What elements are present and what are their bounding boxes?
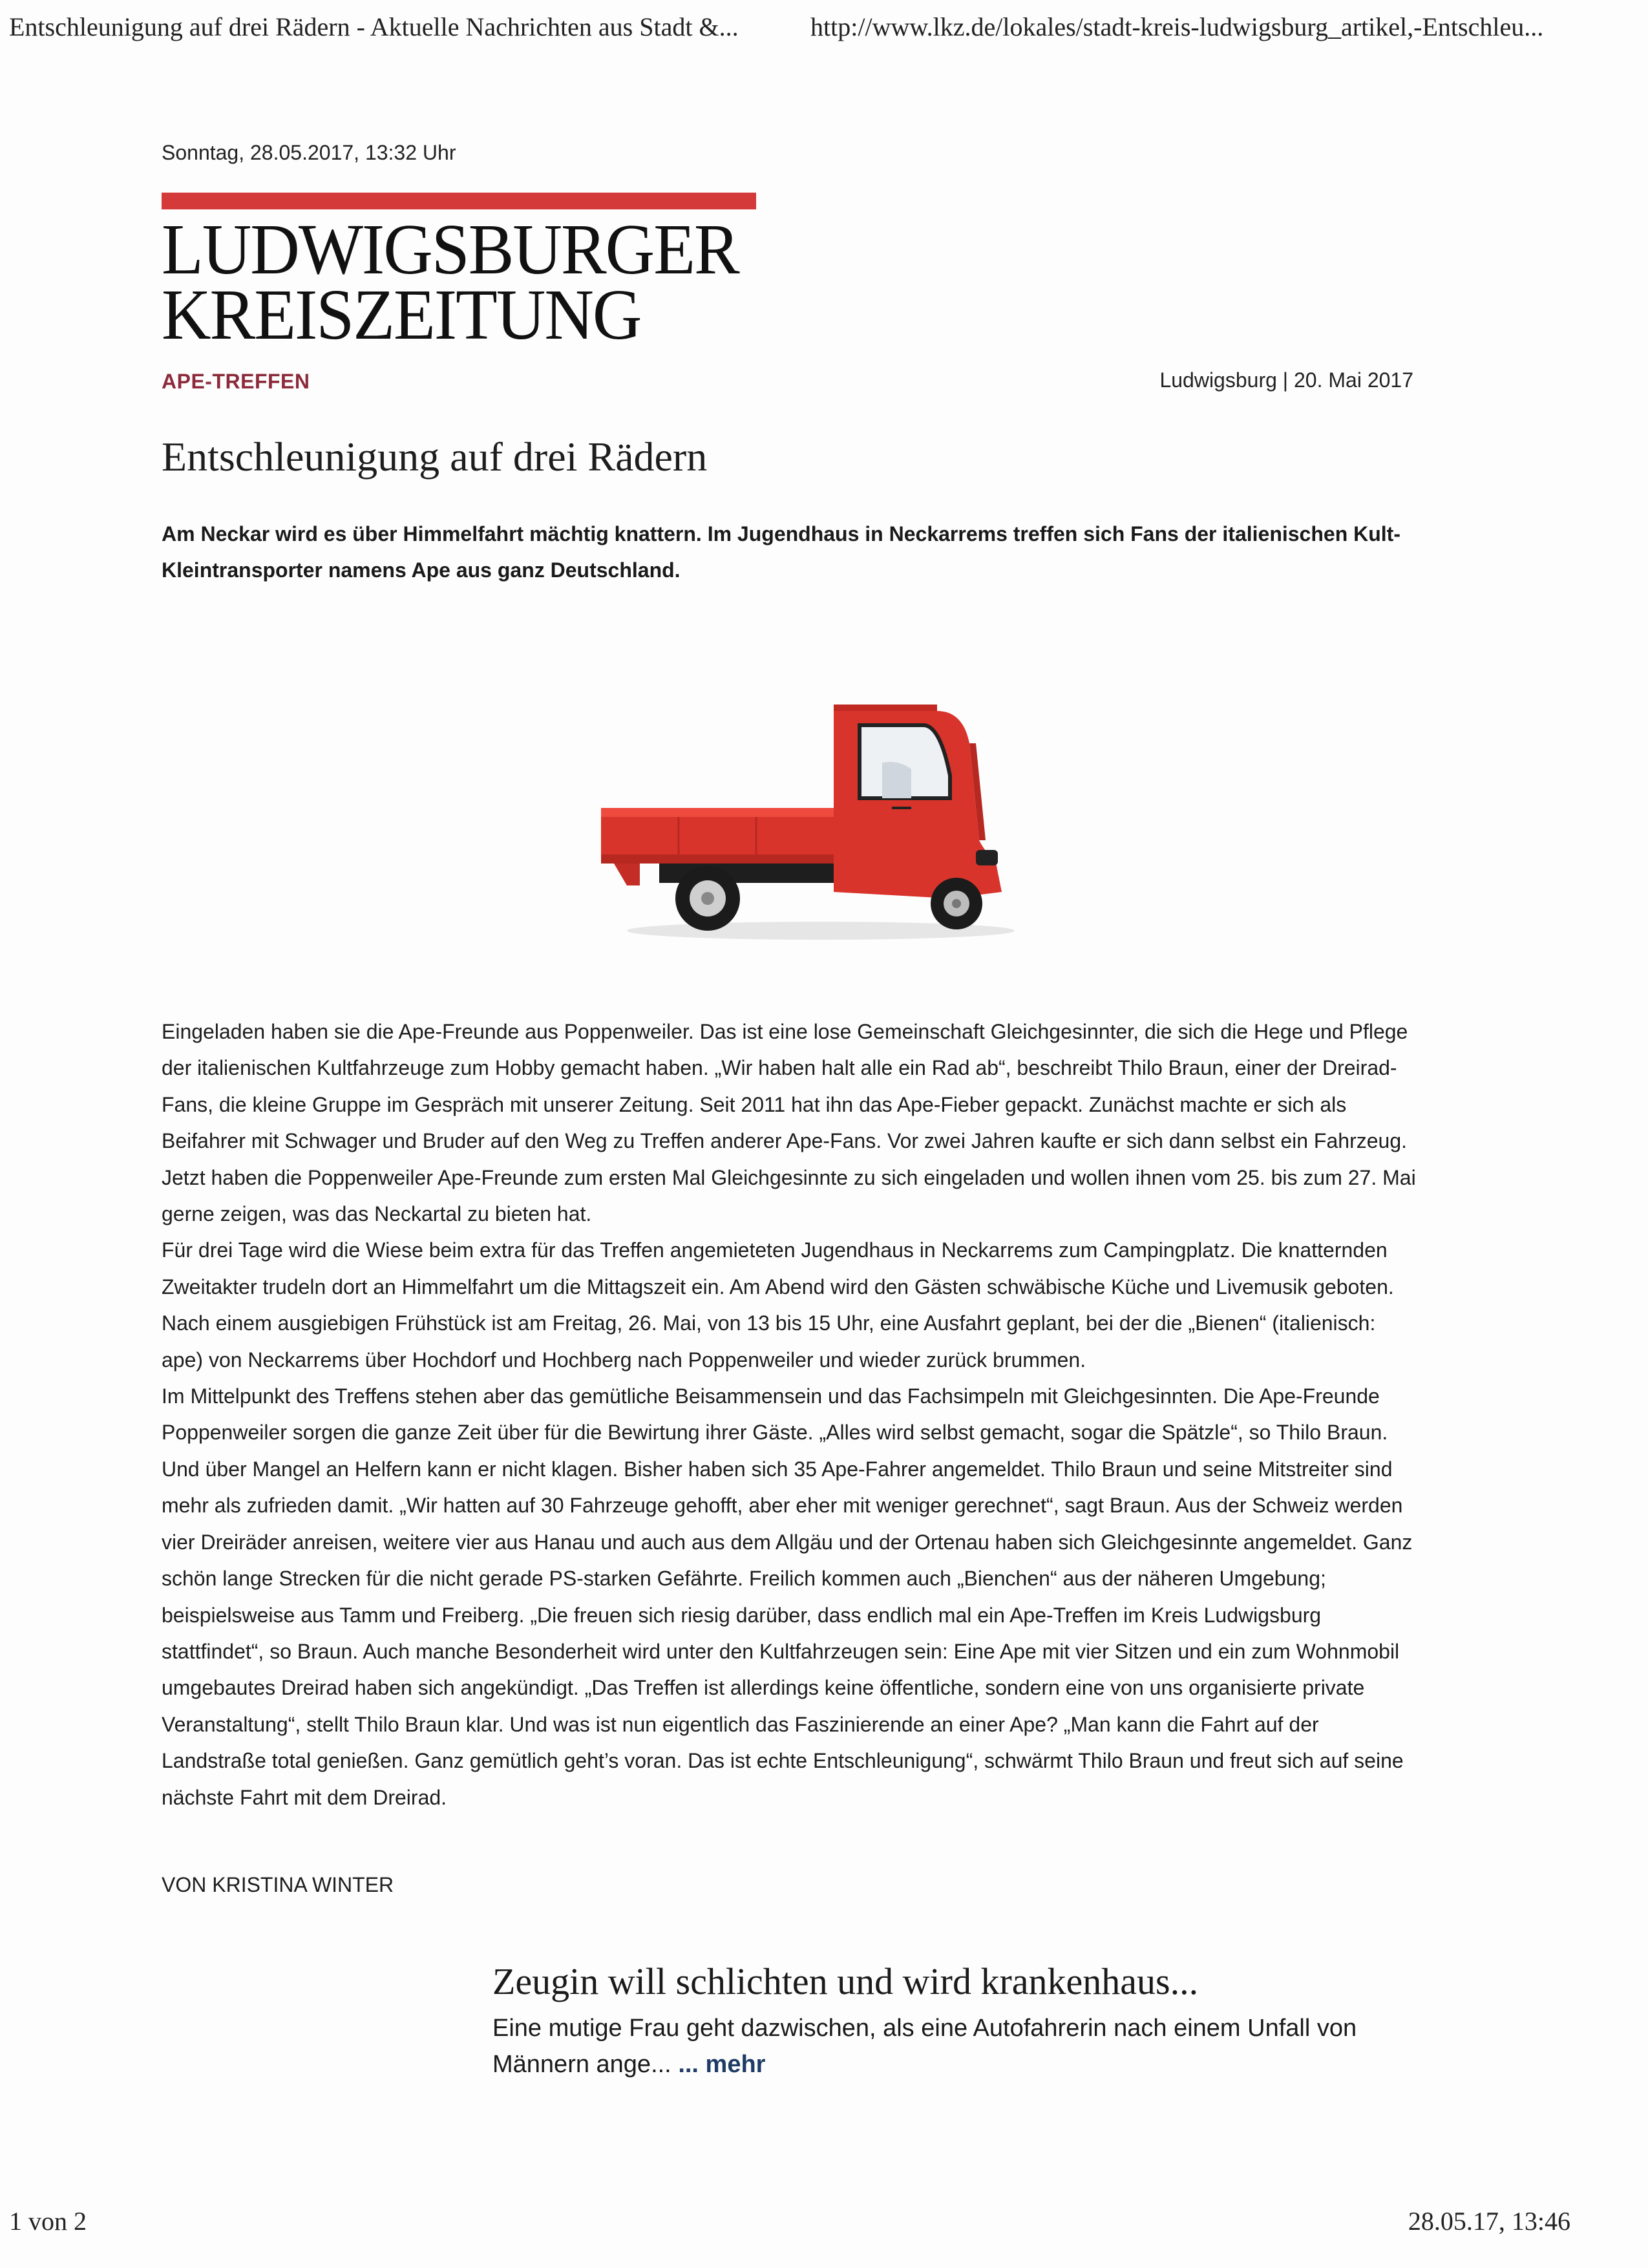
print-footer (9, 2206, 1570, 2242)
article-kicker[interactable]: APE-TREFFEN (162, 370, 310, 393)
cab (834, 705, 1002, 898)
print-header (9, 12, 1609, 50)
wheel-front (931, 878, 982, 929)
brand-bar (162, 193, 756, 209)
newspaper-logo[interactable] (162, 209, 739, 355)
article-paragraph-3: Im Mittelpunkt des Treffens stehen aber das gemütliche Beisammensein und das Fachsimpeln mit Gleichgesinnten. Die Ape-Freunde Poppenweiler sorgen die ganze Zeit über für die Bewirtung ihrer Gäste. „Alles wird selbst gemacht, sogar die Spätzle“, so Thilo Braun. Und über Mangel an Helfern kann er nicht klagen. Bisher haben sich 35 Ape-Fahrer angemeldet. Thilo Braun und seine Mitstreiter sind mehr als zufrieden damit. „Wir hatten auf 30 Fahrzeuge gehofft, aber eher mit weniger gerechnet“, sagt Braun. Aus der Schweiz werden vier Dreiräder anreisen, weitere vier aus Hanau und auch aus dem Allgäu und der Ortenau haben sich Gleichgesinnte angemeldet. Ganz schön lange Strecken für die nicht gerade PS-starken Gefährte. Freilich kommen auch „Bienchen“ aus der näheren Umgebung; beispielsweise aus Tamm und Freiberg. „Die freuen sich riesig darüber, dass endlich mal ein Ape-Treffen im Kreis Ludwigsburg stattfindet“, so Braun. Auch manche Besonderheit wird unter den Kultfahrzeugen sein: Eine Ape mit vier Sitzen und ein zum Wohnmobil umgebautes Dreirad haben sich angekündigt. „Das Treffen ist allerdings keine öffentliche, sondern eine von uns organisierte private Veranstaltung“, stellt Thilo Braun klar. Und was ist nun eigentlich das Faszinierende an einer Ape? „Man kann die Fahrt auf der Landstraße total genießen. Ganz gemütlich geht’s voran. Das ist echte Entschleunigung“, schwärmt Thilo Braun und freut sich auf seine nächste Fahrt mit dem Dreirad. (162, 1384, 1413, 1809)
ape-vehicle-image (588, 685, 1028, 957)
article-byline: VON KRISTINA WINTER (162, 1873, 394, 1896)
article-paragraph-2: Für drei Tage wird die Wiese beim extra für das Treffen angemieteten Jugendhaus in Neckarrems zum Campingplatz. Die knatternden Zweitakter trudeln dort an Himmelfahrt um die Mittagszeit ein. Am Abend wird den Gästen schwäbische Küche und Livemusik geboten. Nach einem ausgiebigen Frühstück ist am Freitag, 26. Mai, von 13 bis 15 Uhr, eine Ausfahrt geplant, bei der die „Bienen“ (italienisch: ape) von Neckarrems über Hochdorf und Hochberg nach Poppenweiler und wieder zurück brummen. (162, 1238, 1394, 1372)
related-teaser (492, 2010, 1423, 2083)
masthead-datetime: Sonntag, 28.05.2017, 13:32 Uhr (162, 141, 456, 164)
related-title[interactable]: Zeugin will schlichten und wird krankenhaus... (492, 1960, 1199, 2002)
wheel-rear (675, 866, 740, 931)
print-page-number: 1 von 2 (9, 2207, 87, 2236)
logo-line-2: KREISZEITUNG (162, 275, 641, 355)
print-page-title: Entschleunigung auf drei Rädern - Aktuelle Nachrichten aus Stadt &... (9, 12, 739, 41)
related-article[interactable] (492, 1958, 1462, 2083)
related-teaser-text: Eine mutige Frau geht dazwischen, als eine Autofahrerin nach einem Unfall von Männern ange... (492, 2015, 1357, 2078)
logo-line-1: LUDWIGSBURGER (162, 209, 739, 290)
article-dateline: Ludwigsburg | 20. Mai 2017 (1159, 368, 1413, 392)
article-paragraph-1: Eingeladen haben sie die Ape-Freunde aus Poppenweiler. Das ist eine lose Gemeinschaft Gleichgesinnter, die sich die Hege und Pflege der italienischen Kultfahrzeuge zum Hobby gemacht haben. „Wir haben halt alle ein Rad ab“, beschreibt Thilo Braun, einer der Dreirad-Fans, die kleine Gruppe im Gespräch mit unserer Zeitung. Seit 2011 hat ihn das Ape-Fieber gepackt. Zunächst machte er sich als Beifahrer mit Schwager und Bruder auf den Weg zu Treffen anderer Ape-Fans. Vor zwei Jahren kaufte er sich dann selbst ein Fahrzeug. Jetzt haben die Poppenweiler Ape-Freunde zum ersten Mal Gleichgesinnte zu sich eingeladen und wollen ihnen vom 25. bis zum 27. Mai gerne zeigen, was das Neckartal zu bieten hat. (162, 1020, 1416, 1226)
article-body (162, 1013, 1422, 1816)
print-timestamp: 28.05.17, 13:46 (1408, 2207, 1570, 2236)
article-teaser: Am Neckar wird es über Himmelfahrt mächtig knattern. Im Jugendhaus in Neckarrems treffen sich Fans der italienischen Kult-Kleintransporter namens Ape aus ganz Deutschland. (162, 522, 1400, 582)
article-headline: Entschleunigung auf drei Rädern (162, 434, 708, 480)
more-link[interactable]: ... mehr (678, 2051, 766, 2078)
print-url[interactable]: http://www.lkz.de/lokales/stadt-kreis-ludwigsburg_artikel,-Entschleu... (810, 12, 1544, 41)
